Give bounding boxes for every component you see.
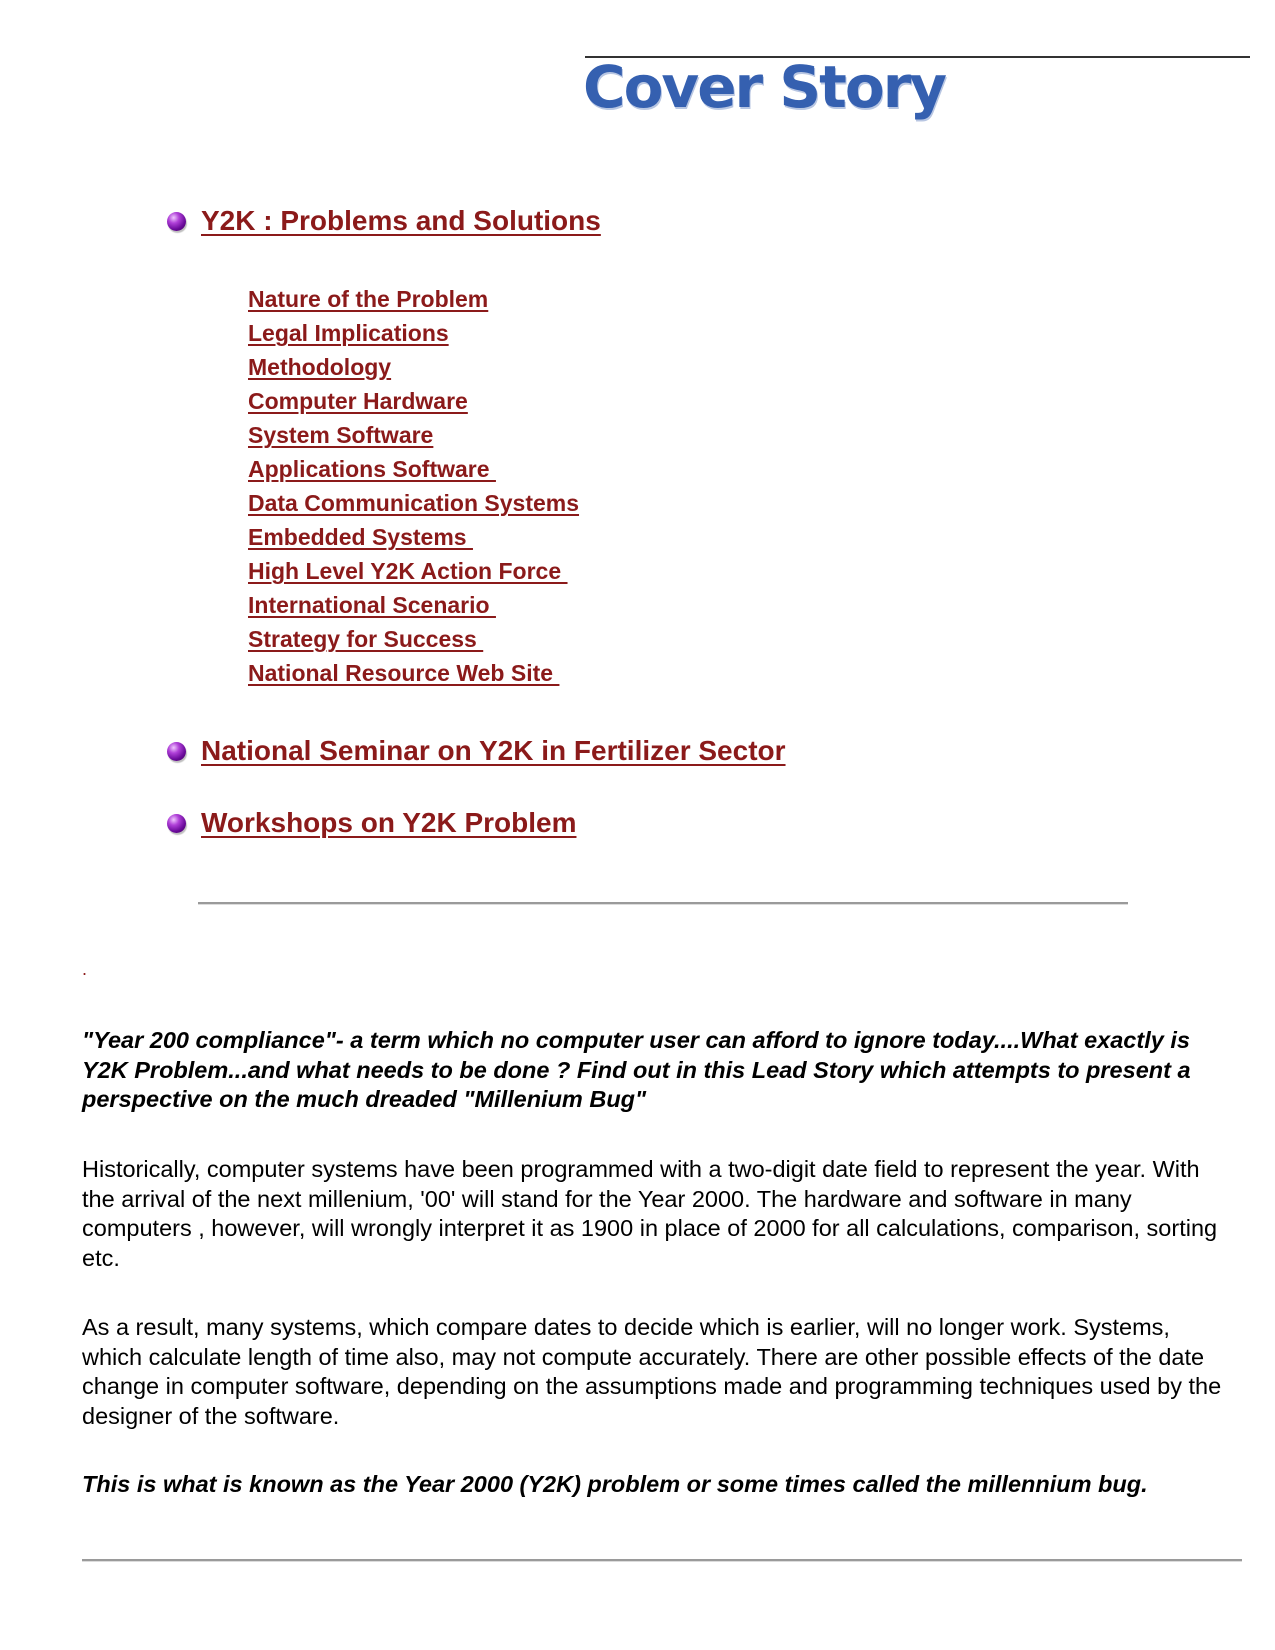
toc-main-item-seminar: [167, 735, 786, 767]
purple-ball-bullet-icon: [167, 742, 186, 761]
toc-main-item-workshops: [167, 807, 576, 839]
list-item: [248, 418, 579, 452]
y2k-action-force-link[interactable]: High Level Y2K Action Force: [248, 558, 568, 584]
workshops-link[interactable]: Workshops on Y2K Problem: [201, 807, 577, 838]
embedded-systems-link[interactable]: Embedded Systems: [248, 524, 473, 550]
list-item: [248, 622, 579, 656]
list-item: [248, 452, 579, 486]
toc-sublinks-list: [248, 282, 579, 690]
closing-paragraph: This is what is known as the Year 2000 (Y2K) problem or some times called the millennium bug.: [82, 1471, 1148, 1497]
dot-mark: .: [82, 959, 88, 979]
list-item: [248, 554, 579, 588]
computer-hardware-link[interactable]: Computer Hardware: [248, 388, 468, 414]
purple-ball-bullet-icon: [167, 212, 186, 231]
page-title: Cover Story: [583, 53, 946, 121]
purple-ball-bullet-icon: [167, 814, 186, 833]
strategy-for-success-link[interactable]: Strategy for Success: [248, 626, 484, 652]
body-paragraph-1: Historically, computer systems have been programmed with a two-digit date field to represent the year. With the arrival of the next millenium, '00' will stand for the Year 2000. The hardware and software in many computers , however, will wrongly interpret it as 1900 in place of 2000 for all calculations, comparison, sorting etc.: [82, 1156, 1218, 1271]
list-item: [248, 656, 579, 690]
section-divider: [198, 902, 1128, 905]
international-scenario-link[interactable]: International Scenario: [248, 592, 496, 618]
nature-of-problem-link[interactable]: Nature of the Problem: [248, 286, 489, 312]
list-item: [248, 486, 579, 520]
toc-main-item-y2k: [167, 205, 601, 237]
list-item: [248, 316, 579, 350]
national-seminar-link[interactable]: National Seminar on Y2K in Fertilizer Sector: [201, 735, 786, 766]
legal-implications-link[interactable]: Legal Implications: [248, 320, 449, 346]
list-item: [248, 350, 579, 384]
list-item: [248, 588, 579, 622]
list-item: [248, 520, 579, 554]
applications-software-link[interactable]: Applications Software: [248, 456, 496, 482]
body-paragraph-2: As a result, many systems, which compare dates to decide which is earlier, will no longer work. Systems, which calculate length of time also, may not compute accurately. There are other possible effects of the date change in computer software, depending on the assumptions made and programming techniques used by the designer of the software.: [82, 1314, 1222, 1429]
system-software-link[interactable]: System Software: [248, 422, 434, 448]
list-item: [248, 282, 579, 316]
lead-paragraph: "Year 200 compliance"- a term which no computer user can afford to ignore today....What exactly is Y2K Problem...and what needs to be done ? Find out in this Lead Story which attempts to present a perspective on the much dreaded "Millenium Bug": [82, 1027, 1191, 1112]
y2k-problems-solutions-link[interactable]: Y2K : Problems and Solutions: [201, 205, 601, 236]
national-resource-web-site-link[interactable]: National Resource Web Site: [248, 660, 560, 686]
bottom-divider: [82, 1559, 1242, 1562]
list-item: [248, 384, 579, 418]
data-communication-systems-link[interactable]: Data Communication Systems: [248, 490, 580, 516]
methodology-link[interactable]: Methodology: [248, 354, 392, 380]
